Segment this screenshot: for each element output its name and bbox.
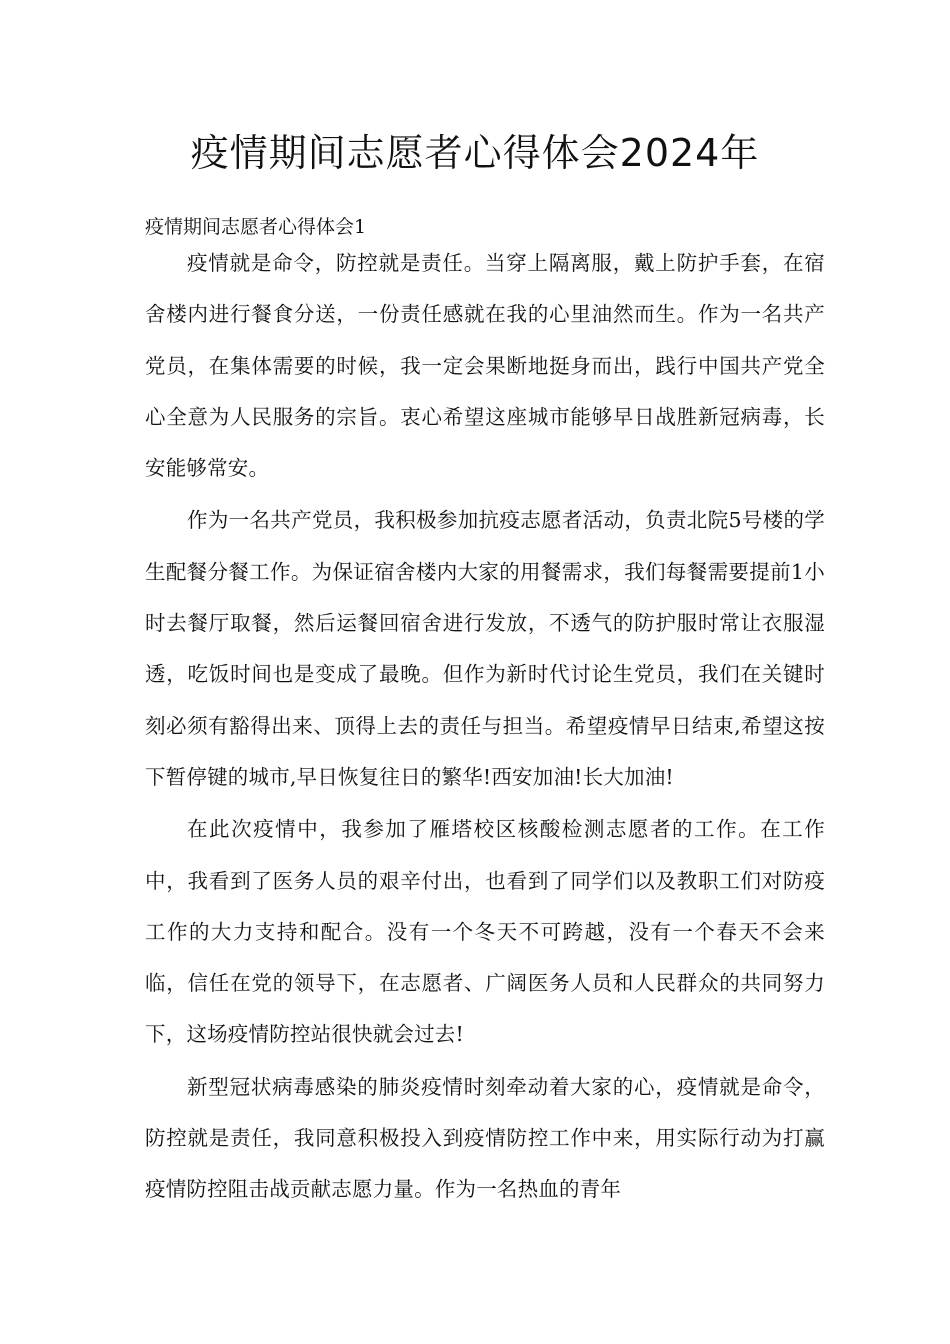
document-body [145,238,825,1217]
document-title: 疫情期间志愿者心得体会2024年 [190,131,760,175]
paragraph-4: 新型冠状病毒感染的肺炎疫情时刻牵动着大家的心，疫情就是命令，防控就是责任，我同意积极投入到疫情防控工作中来，用实际行动为打赢疫情防控阻击战贡献志愿力量。作为一名热血的青年 [145,1074,825,1202]
paragraph-2: 作为一名共产党员，我积极参加抗疫志愿者活动，负责北院5号楼的学生配餐分餐工作。为保证宿舍楼内大家的用餐需求，我们每餐需要提前1小时去餐厅取餐，然后运餐回宿舍进行发放，不透气的防护服时常让衣服湿透，吃饭时间也是变成了最晚。但作为新时代讨论生党员，我们在关键时刻必须有豁得出来、顶得上去的责任与担当。希望疫情早日结束,希望这按下暂停键的城市,早日恢复往日的繁华!西安加油!长大加油! [145,508,825,789]
section-heading: 疫情期间志愿者心得体会1 [145,216,367,238]
paragraph-3: 在此次疫情中，我参加了雁塔校区核酸检测志愿者的工作。在工作中，我看到了医务人员的艰辛付出，也看到了同学们以及教职工们对防疫工作的大力支持和配合。没有一个冬天不可跨越，没有一个春天不会来临，信任在党的领导下，在志愿者、广阔医务人员和人民群众的共同努力下，这场疫情防控站很快就会过去! [145,817,825,1047]
paragraph-1: 疫情就是命令，防控就是责任。当穿上隔离服，戴上防护手套，在宿舍楼内进行餐食分送，一份责任感就在我的心里油然而生。作为一名共产党员，在集体需要的时候，我一定会果断地挺身而出，践行中国共产党全心全意为人民服务的宗旨。衷心希望这座城市能够早日战胜新冠病毒，长安能够常安。 [145,251,825,481]
